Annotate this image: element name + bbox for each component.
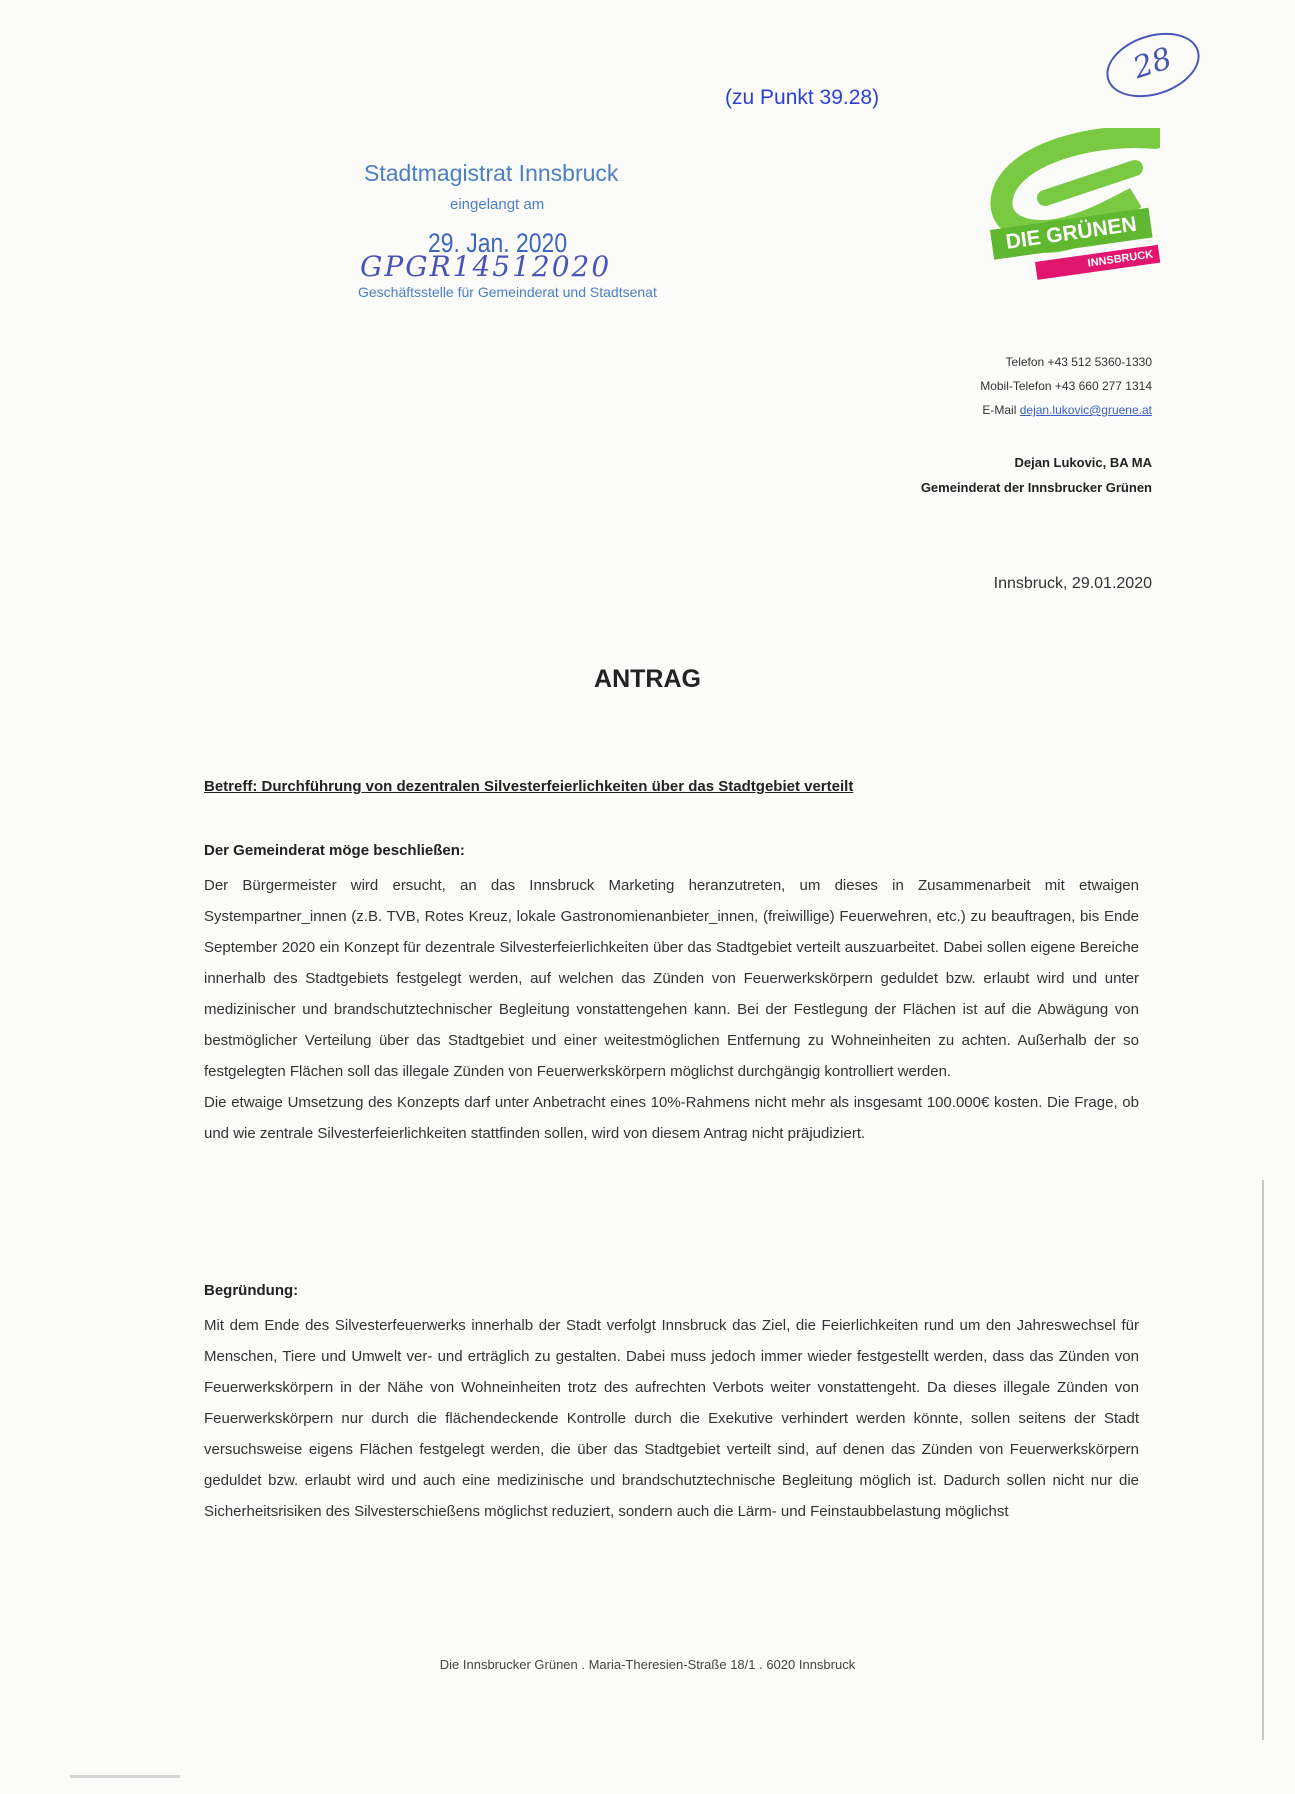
stamp-title: Stadtmagistrat Innsbruck xyxy=(364,160,619,186)
subject-line: Betreff: Durchführung von dezentralen Silvesterfeierlichkeiten über das Stadtgebiet verteilt xyxy=(204,778,854,795)
stamp-date: 29. Jan. 2020 xyxy=(428,228,568,258)
reasoning-body xyxy=(204,1310,1139,1527)
resolution-body xyxy=(204,870,1139,1149)
resolution-paragraph-2: Die etwaige Umsetzung des Konzepts darf unter Anbetracht eines 10%-Rahmens nicht mehr als insgesamt 100.000€ kosten. Die Frage, ob und wie zentrale Silvesterfeierlichkeiten stattfinden sollen, wird von diesem Antrag nicht präjudiziert. xyxy=(204,1094,1139,1142)
page-footer: Die Innsbrucker Grünen . Maria-Theresien-Straße 18/1 . 6020 Innsbruck xyxy=(439,1657,856,1672)
logo-name: DIE GRÜNEN xyxy=(990,208,1153,260)
stamp-handwritten-number: GPGR14512020 xyxy=(360,250,612,283)
handwritten-page-number: 28 xyxy=(1098,22,1208,109)
contact-email-row xyxy=(980,398,1152,422)
stamp-office: Geschäftsstelle für Gemeinderat und Stadtsenat xyxy=(358,284,657,300)
date-line: Innsbruck, 29.01.2020 xyxy=(993,575,1152,592)
resolution-paragraph-1: Der Bürgermeister wird ersucht, an das Innsbruck Marketing heranzutreten, um dieses in Zusammenarbeit mit etwaigen Systempartner_innen (z.B. TVB, Rotes Kreuz, lokale Gastronomienanbieter_innen, (freiwillige) Feuerwehren, etc.) zu beauftragen, bis Ende September 2020 ein Konzept für dezentrale Silvesterfeierlichkeiten über das Stadtgebiet verteilt auszuarbeitet. Dabei sollen eigene Bereiche innerhalb des Stadtgebiets festgelegt werden, auf welchen das Zünden von Feuerwerkskörpern geduldet bzw. erlaubt wird und unter medizinischer und brandschutztechnischer Begleitung vonstattengehen kann. Bei der Festlegung der Flächen ist auf die Abwägung von bestmöglicher Verteilung über das Stadtgebiet und einer weitestmöglichen Entfernung zu Wohneinheiten zu achten. Außerhalb der so festgelegten Flächen soll das illegale Zünden von Feuerwerkskörpern möglichst durchgängig kontrolliert werden. xyxy=(204,877,1139,1080)
contact-email-link[interactable]: dejan.lukovic@gruene.at xyxy=(1019,403,1152,417)
stamp-received-label: eingelangt am xyxy=(450,196,545,213)
author-name: Dejan Lukovic, BA MA xyxy=(1014,455,1152,470)
contact-email-label: E-Mail xyxy=(982,403,1017,417)
scan-edge-line xyxy=(1262,1180,1264,1740)
document-title: ANTRAG xyxy=(594,665,701,693)
reasoning-heading: Begründung: xyxy=(204,1282,299,1299)
reference-note: (zu Punkt 39.28) xyxy=(725,86,880,109)
author-role: Gemeinderat der Innsbrucker Grünen xyxy=(920,480,1152,495)
reasoning-paragraph: Mit dem Ende des Silvesterfeuerwerks innerhalb der Stadt verfolgt Innsbruck das Ziel, die Feierlichkeiten rund um den Jahreswechsel für Menschen, Tiere und Umwelt ver- und erträglich zu gestalten. Dabei muss jedoch immer wieder festgestellt werden, dass das Zünden von Feuerwerkskörpern in der Nähe von Wohneinheiten trotz des aufrechten Verbots weiter vonstattengeht. Da dieses illegale Zünden von Feuerwerkskörpern nur durch die flächendeckende Kontrolle durch die Exekutive verhindert werden könnte, sollen seitens der Stadt versuchsweise eigens Flächen festgelegt werden, die über das Stadtgebiet verteilt sind, auf denen das Zünden von Feuerwerkskörpern geduldet bzw. erlaubt wird und auch eine medizinische und brandschutztechnische Begleitung möglich ist. Dadurch sollen nicht nur die Sicherheitsrisiken des Silvesterschießens möglichst reduziert, sondern auch die Lärm- und Feinstaubbelastung möglichst xyxy=(204,1317,1139,1520)
resolution-heading: Der Gemeinderat möge beschließen: xyxy=(204,842,465,859)
logo-city: INNSBRUCK xyxy=(1035,245,1160,280)
contact-block xyxy=(980,350,1152,422)
contact-phone: Telefon +43 512 5360-1330 xyxy=(1005,355,1152,369)
scan-edge-bottom xyxy=(70,1775,180,1778)
author-block xyxy=(921,450,1152,500)
contact-mobile: Mobil-Telefon +43 660 277 1314 xyxy=(980,379,1152,393)
